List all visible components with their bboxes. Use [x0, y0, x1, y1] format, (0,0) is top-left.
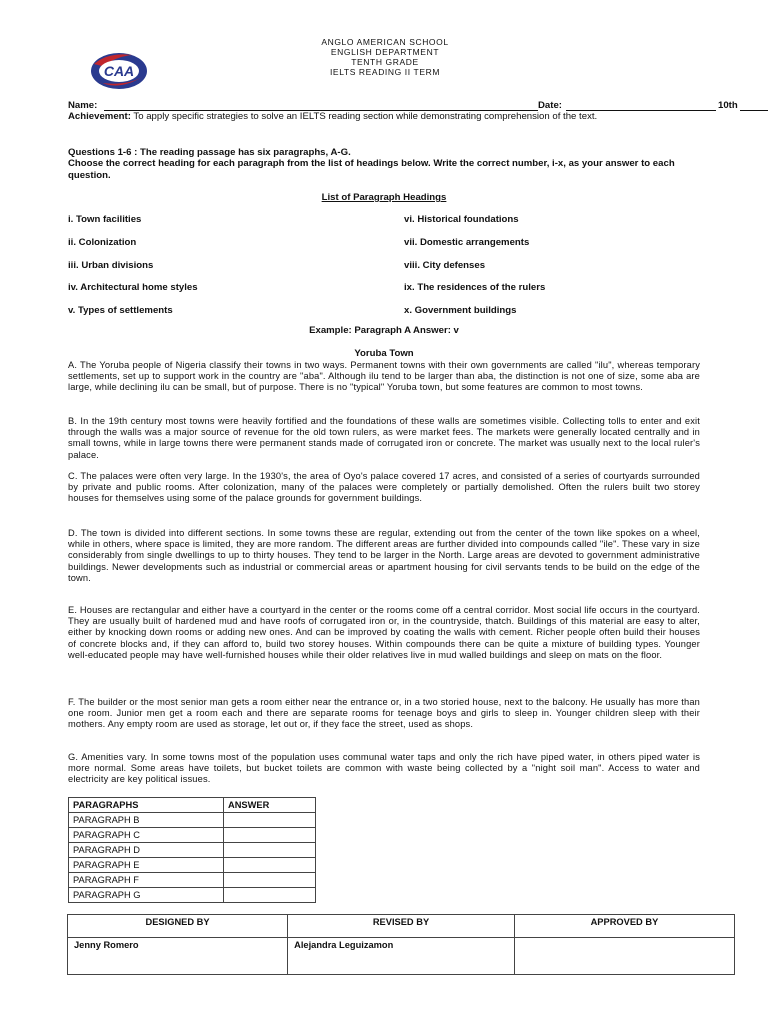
heading-item: x. Government buildings	[404, 305, 517, 316]
revised-by-value: Alejandra Leguizamon	[288, 938, 515, 975]
paragraph-cell: PARAGRAPH C	[69, 828, 224, 843]
heading-item: ii. Colonization	[68, 237, 137, 248]
answer-cell[interactable]	[224, 843, 316, 858]
table-row	[69, 888, 316, 903]
approved-by-header: APPROVED BY	[514, 915, 734, 938]
answer-cell[interactable]	[224, 873, 316, 888]
table-row	[69, 828, 316, 843]
paragraph-d: D. The town is divided into different sections. In some towns these are regular, extending out from the center of the town like spokes on a wheel, while in others, where space is limited, they are more random. The different areas are further divided into compounds called "ile". These vary in size considerably from single dwellings to up to thirty houses. They tend to be larger in the North. Large areas are devoted to government administrative buildings. Newer developments such as industrial or commercial areas or apartment housing for civil servants tends to be build on the edge of the town.	[68, 528, 700, 583]
designed-by-header: DESIGNED BY	[68, 915, 288, 938]
grade: TENTH GRADE	[351, 57, 419, 67]
achievement-label: Achievement:	[68, 111, 131, 122]
paragraph-f: F. The builder or the most senior man gets a room either near the entrance or, in a two storied house, next to the balcony. He usually has more than one room. Junior men get a room each and there are separate rooms for teenage boys and girls to sleep in. Younger children sleep with their mothers. Any empty room are used as storage, let out or, if they face the street, used as shops.	[68, 697, 700, 730]
heading-item: viii. City defenses	[404, 260, 486, 271]
answer-cell[interactable]	[224, 858, 316, 873]
passage-title: Yoruba Town	[354, 348, 414, 359]
department: ENGLISH DEPARTMENT	[330, 47, 440, 57]
table-row	[69, 843, 316, 858]
example-answer: Example: Paragraph A Answer: v	[309, 325, 459, 336]
questions-line-2: Choose the correct heading for each paragraph from the list of headings below. Write the correct number, i-x, as your answer to each question.	[68, 158, 675, 181]
heading-item: vii. Domestic arrangements	[404, 237, 530, 248]
heading-item: ix. The residences of the rulers	[404, 282, 546, 293]
heading-item: vi. Historical foundations	[404, 214, 519, 225]
answer-table	[68, 797, 316, 903]
paragraph-e: E. Houses are rectangular and either have a courtyard in the center or the rooms come off a central corridor. Most social life occurs in the courtyard. They are usually built of hardened mud and have roofs of corrugated iron or, in the countryside, thatch. Buildings of this material are easy to alter, either by knocking down rooms or adding new ones. And can be improved by coating the walls with cement. Richer people often build their houses of concrete blocks and, if they can afford to, build two storey houses. Within compounds there can be quite a mixture of building types. Younger well-educated people may have well-furnished houses while their older relatives live in mud walled buildings and sleep on mats on the floor.	[68, 605, 700, 660]
answer-cell[interactable]	[224, 888, 316, 903]
school-name: ANGLO AMERICAN SCHOOL	[321, 37, 449, 47]
signature-header-row	[68, 915, 735, 938]
paragraph-b: B. In the 19th century most towns were heavily fortified and the foundations of these walls are sometimes visible. Collecting tolls to enter and exit through the walls was a major source of revenue for the old town rulers, as were market fees. The markets were generally located centrally and in small towns, while in large towns there were permanent stands made of corrugated iron or concrete. The market was usually next to the local ruler's palace.	[68, 416, 700, 460]
heading-item: iv. Architectural home styles	[68, 282, 198, 293]
paragraph-cell: PARAGRAPH F	[69, 873, 224, 888]
heading-item: v. Types of settlements	[68, 305, 173, 316]
signature-value-row	[68, 938, 735, 975]
answer-cell[interactable]	[224, 828, 316, 843]
designed-by-value: Jenny Romero	[68, 938, 288, 975]
grade-blank[interactable]	[740, 110, 768, 111]
paragraph-c: C. The palaces were often very large. In the 1930's, the area of Oyo's palace covered 17 acres, and consisted of a series of courtyards surrounded by private and public rooms. After colonization, many of the palaces were completely or partially demolished. Often the rulers built two storey houses for themselves using some of the palace grounds for government buildings.	[68, 471, 700, 504]
achievement	[68, 111, 700, 122]
paragraph-g: G. Amenities vary. In some towns most of the population uses communal water taps and only the rich have piped water, in others piped water is more normal. Some areas have toilets, but bucket toilets are common with waste being collected by a "night soil man". Access to water and electricity are key political issues.	[68, 752, 700, 785]
date-label: Date:	[538, 100, 562, 111]
paragraph-cell: PARAGRAPH D	[69, 843, 224, 858]
achievement-text: To apply specific strategies to solve an IELTS reading section while demonstrating comprehension of the text.	[133, 111, 598, 122]
course-term: IELTS READING II TERM	[329, 67, 441, 77]
heading-item: iii. Urban divisions	[68, 260, 154, 271]
col-paragraphs: PARAGRAPHS	[69, 798, 224, 813]
answer-cell[interactable]	[224, 813, 316, 828]
paragraph-a: A. The Yoruba people of Nigeria classify their towns in two ways. Permanent towns with their own governments are called "ilu", whereas temporary settlements, set up to support work in the country are "aba". Although ilu tend to be larger than aba, the distinction is not one of size, some aba are large, while declining ilu can be small, but of purpose. There is no "typical" Yoruba town, but some features are common to most towns.	[68, 360, 700, 393]
grade-label: 10th	[718, 100, 738, 111]
headings-list-title: List of Paragraph Headings	[321, 192, 447, 203]
name-label: Name:	[68, 100, 98, 111]
questions-line-1: Questions 1-6 : The reading passage has six paragraphs, A-G.	[68, 147, 351, 158]
school-logo	[88, 50, 150, 92]
paragraph-cell: PARAGRAPH E	[69, 858, 224, 873]
signature-table	[67, 914, 735, 975]
questions-instructions	[68, 147, 700, 181]
paragraph-cell: PARAGRAPH B	[69, 813, 224, 828]
approved-by-value	[514, 938, 734, 975]
svg-text:CAA: CAA	[103, 63, 135, 79]
revised-by-header: REVISED BY	[288, 915, 515, 938]
heading-item: i. Town facilities	[68, 214, 142, 225]
paragraph-cell: PARAGRAPH G	[69, 888, 224, 903]
table-row	[69, 813, 316, 828]
table-row	[69, 873, 316, 888]
col-answer: ANSWER	[224, 798, 316, 813]
school-header	[250, 37, 520, 77]
table-row	[69, 858, 316, 873]
answer-table-header	[69, 798, 316, 813]
